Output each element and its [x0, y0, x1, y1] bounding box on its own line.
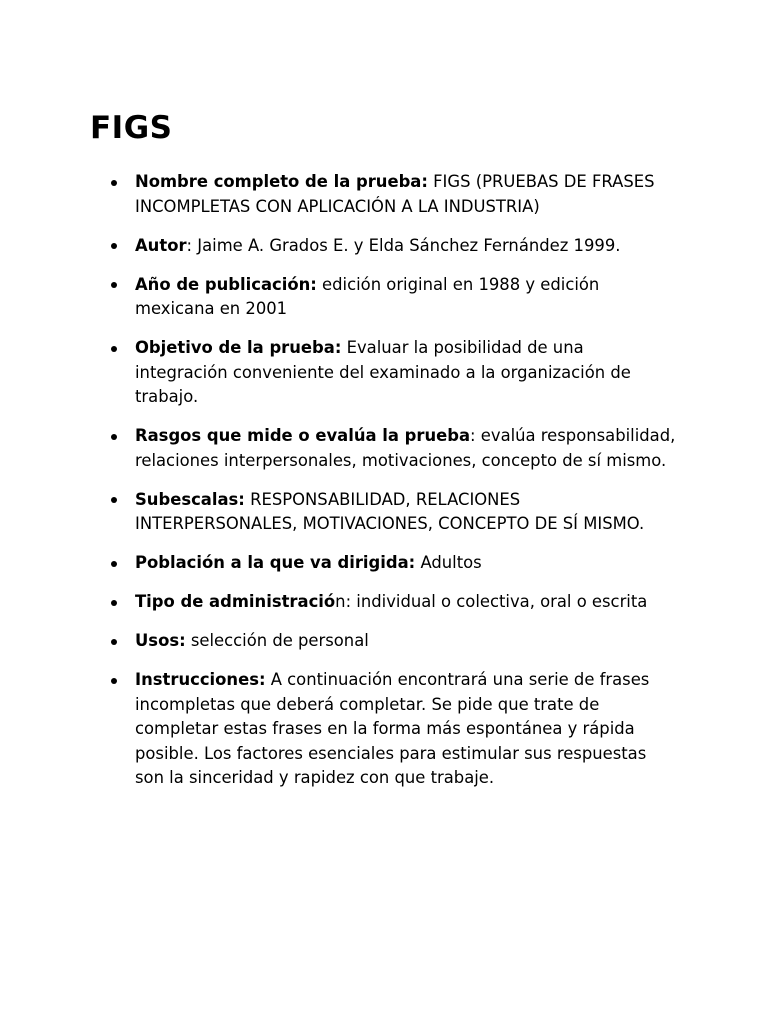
list-item-anio [0, 273, 768, 322]
bullet-icon [111, 346, 117, 352]
item-label: Año de publicación: [135, 274, 317, 294]
item-text: A continuación encontrará una serie de frases incompletas que deberá completar. Se pide que trate de completar estas frases en la forma más espontánea y rápida posible. Los factores esenciales para estimular sus respuestas son la sinceridad y rapidez con que trabaje. [135, 670, 650, 787]
item-label: Objetivo de la prueba: [135, 338, 342, 357]
item-text: Evaluar la posibilidad de una integración conveniente del examinado a la organización de trabajo. [135, 338, 631, 406]
item-label: Usos: [135, 631, 186, 650]
bullet-icon [111, 243, 117, 249]
document-title: FIGS [90, 110, 173, 146]
bullet-icon [111, 561, 117, 567]
item-text: FIGS (PRUEBAS DE FRASES INCOMPLETAS CON APLICACIÓN A LA INDUSTRIA) [135, 172, 655, 216]
list-item-tipo [0, 590, 768, 615]
item-text: Adultos [415, 553, 482, 572]
bullet-icon [111, 282, 117, 288]
item-label: Subescalas: [135, 489, 245, 509]
item-label-rest: n [335, 592, 346, 611]
list-item-objetivo [0, 336, 768, 410]
item-label: Rasgos que mide o evalúa la prueba [135, 426, 471, 445]
item-text: : individual o colectiva, oral o escrita [345, 592, 648, 611]
list-item-rasgos [0, 424, 768, 473]
list-item-usos [0, 629, 768, 654]
item-text: : evalúa responsabilidad, relaciones interpersonales, motivaciones, concepto de sí mismo. [135, 426, 676, 470]
bullet-icon [111, 180, 117, 186]
bullet-icon [111, 434, 117, 440]
item-label: Tipo de administració [135, 592, 336, 611]
bullet-icon [111, 497, 117, 503]
list-item-nombre [0, 170, 768, 219]
item-label: Autor [135, 235, 187, 255]
item-label: Instrucciones: [135, 670, 266, 689]
item-text: RESPONSABILIDAD, RELACIONES INTERPERSONALES, MOTIVACIONES, CONCEPTO DE SÍ MISMO. [135, 489, 645, 533]
bullet-icon [111, 600, 117, 606]
bullet-list [0, 170, 768, 805]
item-text: edición original en 1988 y edición mexicana en 2001 [135, 274, 600, 318]
list-item-subescalas [0, 488, 768, 537]
item-text: selección de personal [185, 631, 369, 650]
item-label: Nombre completo de la prueba: [135, 172, 428, 191]
list-item-instrucciones [0, 668, 768, 791]
bullet-icon [111, 678, 117, 684]
list-item-autor [0, 234, 768, 259]
bullet-icon [111, 639, 117, 645]
list-item-poblacion [0, 551, 768, 576]
item-text: : Jaime A. Grados E. y Elda Sánchez Fernández 1999. [186, 235, 621, 255]
item-label: Población a la que va dirigida: [135, 553, 416, 572]
